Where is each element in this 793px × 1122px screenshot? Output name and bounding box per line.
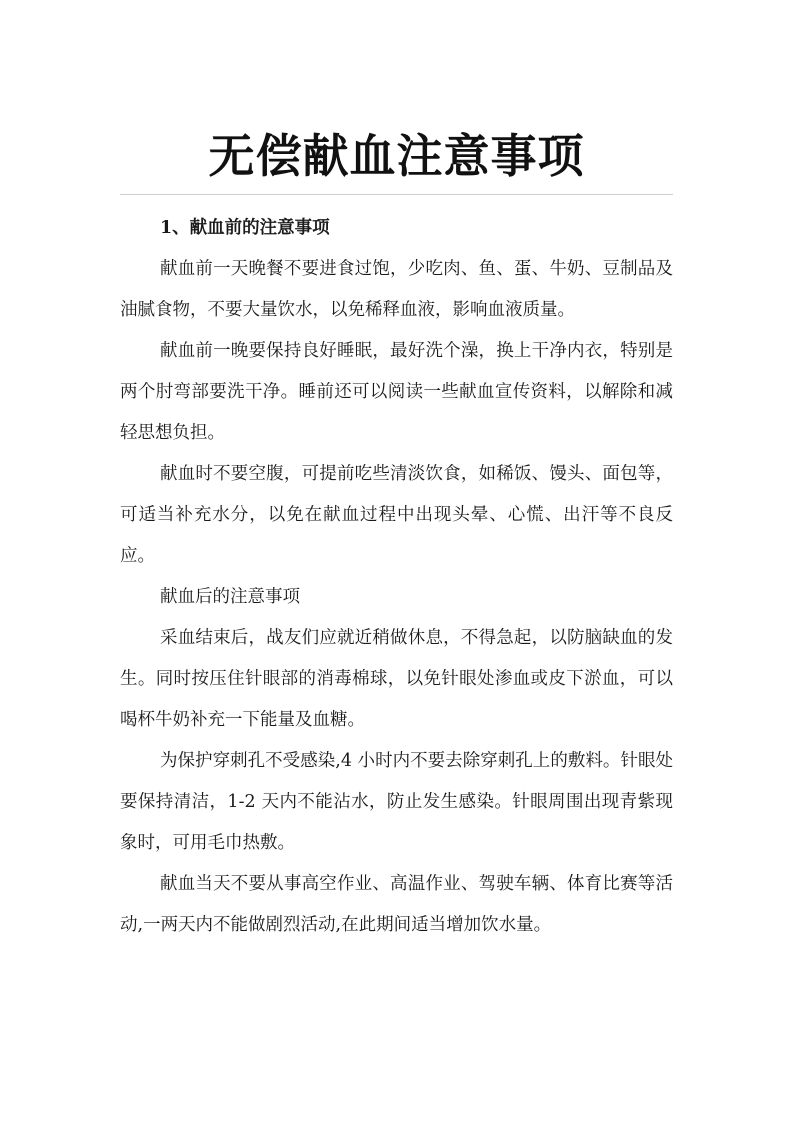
paragraph-dinner-advice: 献血前一天晚餐不要进食过饱，少吃肉、鱼、蛋、牛奶、豆制品及油腻食物，不要大量饮水，以免稀释血液，影响血液质量。 xyxy=(120,259,673,320)
paragraph-sleep-advice: 献血前一晚要保持良好睡眠，最好洗个澡，换上干净内衣，特别是两个肘弯部要洗干净。睡前还可以阅读一些献血宣传资料，以解除和减轻思想负担。 xyxy=(120,341,673,443)
document-body xyxy=(120,208,673,946)
paragraph-rest-after: 采血结束后，战友们应就近稍做休息，不得急起，以防脑缺血的发生。同时按压住针眼部的消毒棉球，以免针眼处渗血或皮下淤血，可以喝杯牛奶补充一下能量及血糖。 xyxy=(120,628,673,730)
paragraph-puncture-care: 为保护穿刺孔不受感染,4 小时内不要去除穿刺孔上的敷料。针眼处要保持清洁，1-2 天内不能沾水，防止发生感染。针眼周围出现青紫现象时，可用毛巾热敷。 xyxy=(120,751,673,853)
paragraph-no-empty-stomach: 献血时不要空腹，可提前吃些清淡饮食，如稀饭、馒头、面包等，可适当补充水分，以免在献血过程中出现头晕、心慌、出汗等不良反应。 xyxy=(120,464,673,566)
title-divider xyxy=(120,194,673,195)
paragraph-activity-limits: 献血当天不要从事高空作业、高温作业、驾驶车辆、体育比赛等活动,一两天内不能做剧烈活动,在此期间适当增加饮水量。 xyxy=(120,874,673,935)
document-page xyxy=(120,0,673,1122)
section-heading-after-donation: 献血后的注意事项 xyxy=(160,587,300,607)
section-heading-before-donation: 1、献血前的注意事项 xyxy=(160,218,330,238)
document-title: 无偿献血注意事项 xyxy=(208,129,585,183)
